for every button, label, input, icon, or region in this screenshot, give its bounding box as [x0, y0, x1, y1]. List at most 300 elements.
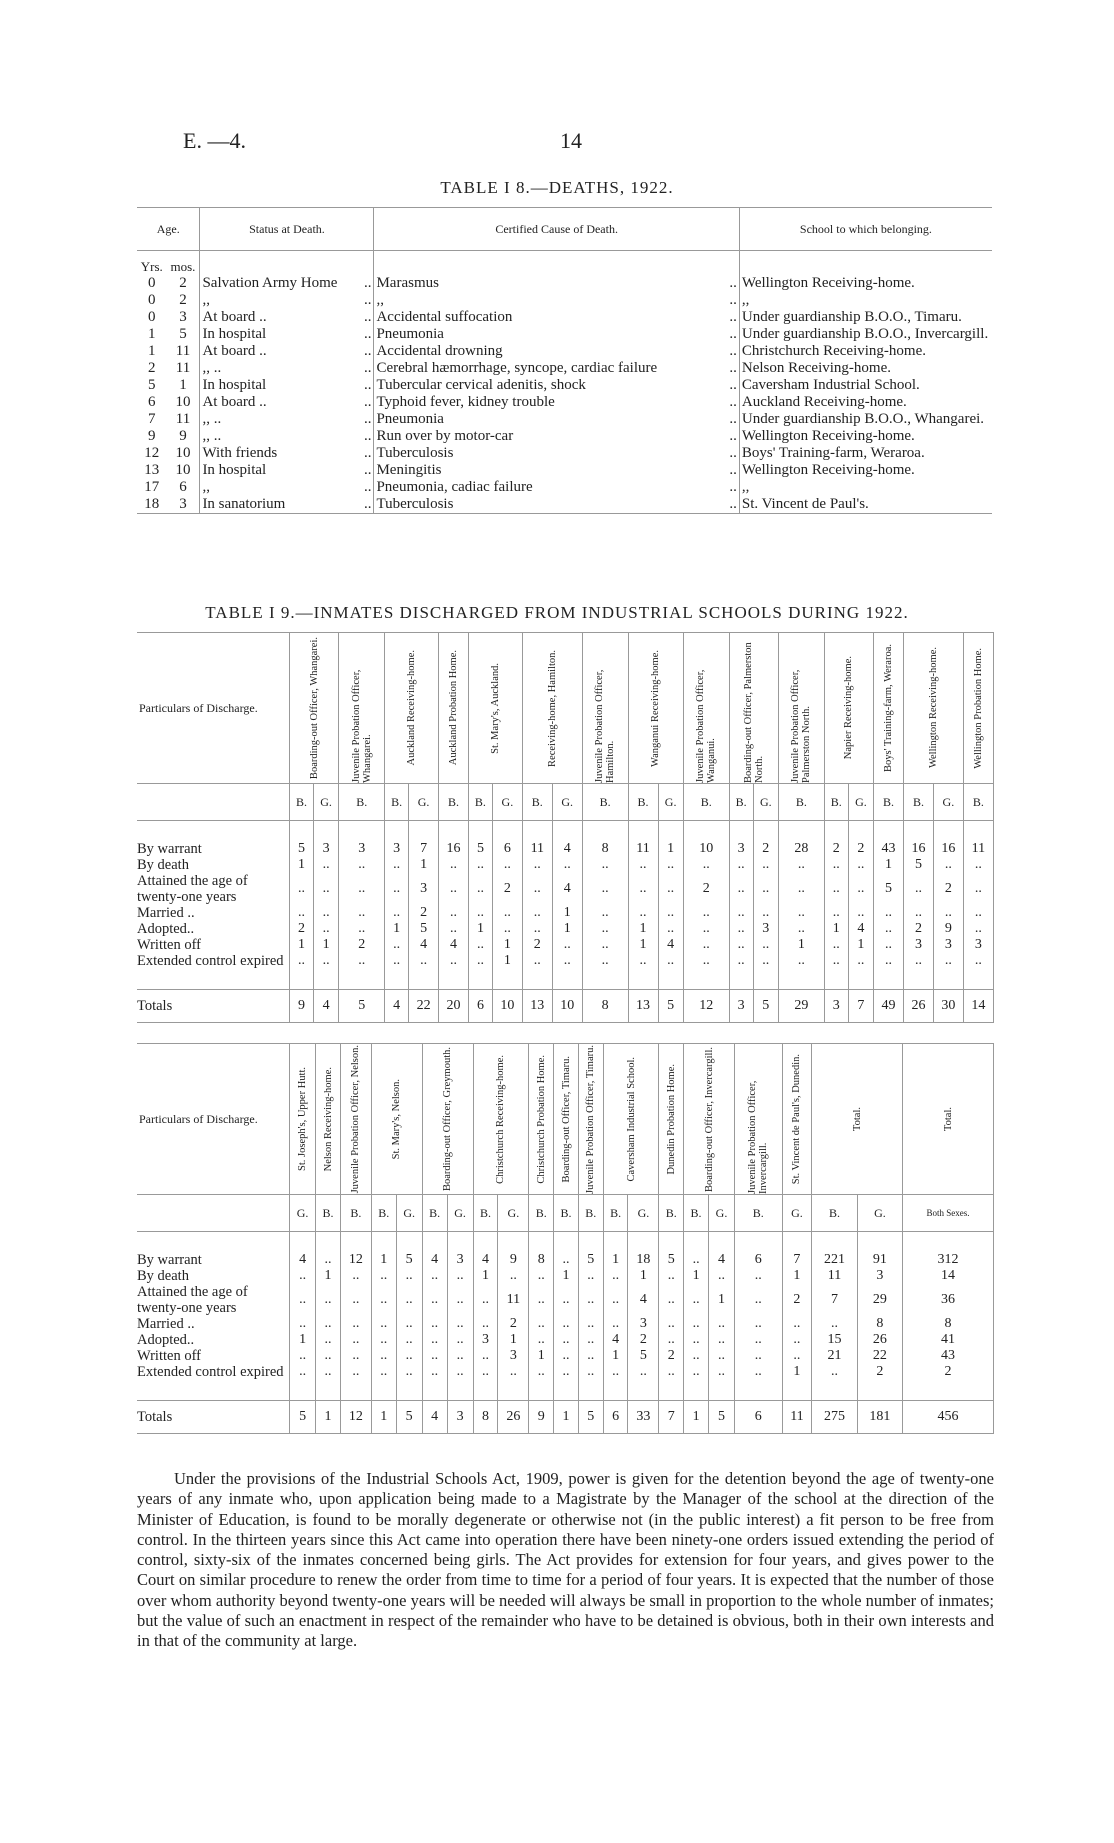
- count-cell: 5: [409, 921, 439, 937]
- count-cell: ..: [628, 905, 658, 921]
- count-cell: ..: [684, 1316, 709, 1332]
- count-cell: ..: [628, 953, 658, 969]
- total-cell: 5: [753, 990, 778, 1023]
- discharge-row: [137, 1268, 994, 1284]
- count-cell: ..: [708, 1348, 734, 1364]
- count-cell: ..: [708, 1268, 734, 1284]
- count-cell: ..: [658, 921, 683, 937]
- institution-header: [812, 1044, 903, 1195]
- row-label: Extended control expired: [137, 1364, 290, 1380]
- count-cell: ..: [874, 953, 904, 969]
- institution-header: [874, 633, 904, 784]
- status-cell: At board ..: [202, 394, 267, 410]
- sex-label: G.: [848, 784, 873, 821]
- count-cell: 1: [554, 1268, 579, 1284]
- count-cell: ..: [290, 1364, 316, 1380]
- count-cell: ..: [316, 1332, 341, 1348]
- count-cell: ..: [735, 1316, 782, 1332]
- dots: ..: [345, 275, 374, 292]
- dots: ..: [711, 496, 740, 514]
- count-cell: ..: [529, 1268, 554, 1284]
- total-cell: 10: [492, 990, 522, 1023]
- count-cell: 1: [684, 1268, 709, 1284]
- sex-label: G.: [933, 784, 963, 821]
- institution-name: Juvenile Probation Officer, Hamilton.: [594, 669, 617, 783]
- dots: ..: [711, 326, 740, 343]
- count-cell: ..: [582, 857, 628, 873]
- discharges-table-part2: [137, 1043, 994, 1434]
- institution-name: St. Joseph's, Upper Hutt.: [297, 1067, 309, 1171]
- count-cell: ..: [422, 1268, 447, 1284]
- dots: ..: [345, 479, 374, 496]
- school-cell: ,,: [741, 479, 750, 495]
- count-cell: 1: [708, 1284, 734, 1316]
- count-cell: ..: [447, 1332, 473, 1348]
- count-cell: 3: [753, 921, 778, 937]
- count-cell: ..: [735, 1364, 782, 1380]
- count-cell: 1: [290, 1332, 316, 1348]
- institution-name: Christchurch Receiving-home.: [495, 1054, 507, 1184]
- count-cell: 3: [933, 937, 963, 953]
- count-cell: 4: [848, 921, 873, 937]
- count-cell: ..: [396, 1348, 422, 1364]
- count-cell: ..: [340, 1268, 371, 1284]
- count-cell: ..: [735, 1348, 782, 1364]
- school-cell: Boys' Training-farm, Weraroa.: [741, 445, 925, 461]
- total-cell: 11: [782, 1401, 812, 1434]
- cause-cell: Accidental suffocation: [376, 309, 513, 325]
- count-cell: ..: [498, 1364, 529, 1380]
- dots: ..: [711, 292, 740, 309]
- sex-label: G.: [782, 1195, 812, 1232]
- count-cell: ..: [729, 937, 753, 953]
- dots: ..: [345, 377, 374, 394]
- count-cell: 9: [498, 1252, 529, 1268]
- age-months: 10: [167, 462, 200, 479]
- count-cell: ..: [903, 873, 933, 905]
- count-cell: ..: [753, 937, 778, 953]
- age-months: 2: [167, 275, 200, 292]
- discharge-row: [137, 873, 994, 905]
- total-cell: 3: [447, 1401, 473, 1434]
- age-years: 0: [148, 292, 156, 308]
- dots: ..: [711, 411, 740, 428]
- count-cell: 1: [409, 857, 439, 873]
- count-cell: ..: [371, 1332, 396, 1348]
- sex-label: B.: [628, 784, 658, 821]
- count-cell: ..: [578, 1268, 603, 1284]
- dots: ..: [711, 360, 740, 377]
- sex-label: G.: [290, 1195, 316, 1232]
- school-cell: St. Vincent de Paul's.: [739, 496, 992, 514]
- count-cell: ..: [498, 1268, 529, 1284]
- count-cell: ..: [659, 1316, 684, 1332]
- particulars-header: Particulars of Discharge.: [137, 1044, 290, 1195]
- count-cell: ..: [753, 857, 778, 873]
- school-cell: Caversham Industrial School.: [741, 377, 920, 393]
- count-cell: ..: [778, 857, 824, 873]
- count-cell: 3: [628, 1316, 659, 1332]
- count-cell: 8: [582, 841, 628, 857]
- total-cell: 1: [554, 1401, 579, 1434]
- sex-label: B.: [422, 1195, 447, 1232]
- total-cell: 13: [522, 990, 552, 1023]
- total-cell: 456: [903, 1401, 994, 1434]
- dots: ..: [711, 343, 740, 360]
- cause-cell: Tubercular cervical adenitis, shock: [376, 377, 586, 393]
- count-cell: 1: [492, 937, 522, 953]
- count-cell: 1: [603, 1348, 628, 1364]
- count-cell: ..: [582, 937, 628, 953]
- totals-label: Totals: [137, 990, 290, 1023]
- age-years: 18: [137, 496, 167, 514]
- sex-label: B.: [385, 784, 409, 821]
- count-cell: 8: [529, 1252, 554, 1268]
- count-cell: ..: [554, 1364, 579, 1380]
- count-cell: ..: [439, 905, 469, 921]
- age-years: 1: [148, 343, 156, 359]
- count-cell: ..: [578, 1284, 603, 1316]
- school-cell: Auckland Receiving-home.: [741, 394, 907, 410]
- dots: ..: [711, 445, 740, 462]
- count-cell: 16: [903, 841, 933, 857]
- count-cell: 6: [735, 1252, 782, 1268]
- count-cell: ..: [554, 1284, 579, 1316]
- count-cell: 2: [498, 1316, 529, 1332]
- count-cell: ..: [658, 905, 683, 921]
- row-label: Written off: [137, 1348, 290, 1364]
- count-cell: ..: [903, 905, 933, 921]
- total-cell: 5: [578, 1401, 603, 1434]
- total-cell: 4: [385, 990, 409, 1023]
- count-cell: ..: [683, 937, 729, 953]
- count-cell: 5: [396, 1252, 422, 1268]
- institution-name: Boarding-out Officer, Palmerston North.: [742, 642, 765, 783]
- institution-header: [385, 633, 439, 784]
- count-cell: ..: [684, 1284, 709, 1316]
- sex-label: B.: [339, 784, 385, 821]
- count-cell: 1: [778, 937, 824, 953]
- status-cell: In hospital: [202, 326, 267, 342]
- institution-header: [684, 1044, 735, 1195]
- total-cell: 1: [684, 1401, 709, 1434]
- row-label: By warrant: [137, 841, 290, 857]
- total-cell: 13: [628, 990, 658, 1023]
- sex-label: B.: [874, 784, 904, 821]
- total-cell: 3: [729, 990, 753, 1023]
- cause-cell: Tuberculosis: [374, 496, 711, 514]
- total-cell: 30: [933, 990, 963, 1023]
- row-label: Adopted..: [137, 921, 290, 937]
- count-cell: ..: [396, 1284, 422, 1316]
- count-cell: ..: [339, 905, 385, 921]
- age-months: 11: [167, 411, 200, 428]
- count-cell: ..: [371, 1316, 396, 1332]
- age-years: 1: [148, 326, 156, 342]
- discharge-row: [137, 921, 994, 937]
- count-cell: 7: [409, 841, 439, 857]
- institution-name: Nelson Receiving-home.: [322, 1066, 334, 1172]
- status-cell: In hospital: [202, 377, 267, 393]
- count-cell: ..: [683, 953, 729, 969]
- count-cell: 3: [473, 1332, 498, 1348]
- count-cell: ..: [409, 953, 439, 969]
- institution-name: Wellington Probation Home.: [972, 647, 984, 769]
- count-cell: ..: [628, 873, 658, 905]
- count-cell: 1: [552, 905, 582, 921]
- institution-name: Boarding-out Officer, Timaru.: [560, 1055, 572, 1183]
- count-cell: ..: [778, 953, 824, 969]
- age-months: 10: [167, 394, 200, 411]
- count-cell: 312: [903, 1252, 994, 1268]
- count-cell: 43: [874, 841, 904, 857]
- institution-header: [778, 633, 824, 784]
- count-cell: 1: [603, 1252, 628, 1268]
- count-cell: ..: [313, 873, 338, 905]
- dots: ..: [711, 462, 740, 479]
- count-cell: ..: [313, 953, 338, 969]
- count-cell: ..: [684, 1252, 709, 1268]
- count-cell: 11: [812, 1268, 857, 1284]
- death-row: [137, 309, 992, 326]
- count-cell: ..: [963, 953, 993, 969]
- school-cell: Under guardianship B.O.O., Whangarei.: [741, 411, 985, 427]
- count-cell: 5: [903, 857, 933, 873]
- count-cell: 4: [473, 1252, 498, 1268]
- count-cell: ..: [371, 1364, 396, 1380]
- institution-header: [824, 633, 873, 784]
- count-cell: 4: [439, 937, 469, 953]
- status-cell: ,, ..: [202, 428, 222, 444]
- age-months: 2: [167, 292, 200, 309]
- count-cell: ..: [290, 873, 314, 905]
- count-cell: ..: [396, 1268, 422, 1284]
- total-cell: 5: [290, 1401, 316, 1434]
- count-cell: 1: [385, 921, 409, 937]
- total-cell: 9: [529, 1401, 554, 1434]
- count-cell: 43: [903, 1348, 994, 1364]
- count-cell: ..: [522, 905, 552, 921]
- count-cell: ..: [735, 1268, 782, 1284]
- institution-header: [903, 1044, 994, 1195]
- count-cell: ..: [578, 1332, 603, 1348]
- sex-label: B.: [371, 1195, 396, 1232]
- count-cell: ..: [684, 1332, 709, 1348]
- count-cell: ..: [447, 1316, 473, 1332]
- count-cell: 1: [628, 1268, 659, 1284]
- total-cell: 6: [735, 1401, 782, 1434]
- institution-name: Boys' Training-farm, Weraroa.: [883, 644, 895, 772]
- count-cell: ..: [290, 1284, 316, 1316]
- count-cell: ..: [385, 953, 409, 969]
- count-cell: 2: [409, 905, 439, 921]
- count-cell: 1: [316, 1268, 341, 1284]
- count-cell: ..: [659, 1364, 684, 1380]
- death-row: [137, 496, 992, 514]
- total-cell: 6: [468, 990, 492, 1023]
- sex-label: B.: [529, 1195, 554, 1232]
- sex-label: B.: [778, 784, 824, 821]
- age-years: 0: [148, 309, 156, 325]
- institution-header: [290, 633, 339, 784]
- age-years: 13: [144, 462, 160, 478]
- sex-label: G.: [552, 784, 582, 821]
- count-cell: ..: [874, 921, 904, 937]
- table18-title: TABLE I 8.—DEATHS, 1922.: [440, 178, 674, 197]
- institution-header: [963, 633, 993, 784]
- count-cell: ..: [753, 873, 778, 905]
- count-cell: ..: [782, 1348, 812, 1364]
- sex-label: B.: [340, 1195, 371, 1232]
- sex-label: B.: [554, 1195, 579, 1232]
- sex-label: B.: [316, 1195, 341, 1232]
- count-cell: ..: [339, 873, 385, 905]
- count-cell: 9: [933, 921, 963, 937]
- count-cell: ..: [708, 1332, 734, 1348]
- sex-label: B.: [578, 1195, 603, 1232]
- table19-title: TABLE I 9.—INMATES DISCHARGED FROM INDUSTRIAL SCHOOLS DURING 1922.: [205, 603, 909, 622]
- dots: ..: [711, 309, 740, 326]
- row-label: Written off: [137, 937, 290, 953]
- total-cell: 33: [628, 1401, 659, 1434]
- total-cell: 10: [552, 990, 582, 1023]
- sex-label: B.: [684, 1195, 709, 1232]
- count-cell: ..: [603, 1316, 628, 1332]
- count-cell: 2: [753, 841, 778, 857]
- age-years: 12: [144, 445, 160, 461]
- row-label: Adopted..: [137, 1332, 290, 1348]
- institution-name: Juvenile Probation Officer, Nelson.: [350, 1044, 362, 1194]
- status-cell: With friends: [202, 445, 278, 461]
- institution-name: Total.: [942, 1106, 954, 1132]
- school-cell: Under guardianship B.O.O., Timaru.: [741, 309, 962, 325]
- count-cell: 2: [848, 841, 873, 857]
- cause-cell: Pneumonia, cadiac failure: [376, 479, 533, 495]
- count-cell: ..: [468, 905, 492, 921]
- count-cell: ..: [603, 1284, 628, 1316]
- count-cell: ..: [658, 857, 683, 873]
- sex-label: B.: [903, 784, 933, 821]
- count-cell: 5: [578, 1252, 603, 1268]
- count-cell: 11: [522, 841, 552, 857]
- count-cell: ..: [582, 873, 628, 905]
- count-cell: ..: [729, 905, 753, 921]
- count-cell: ..: [313, 921, 338, 937]
- count-cell: 11: [963, 841, 993, 857]
- count-cell: ..: [422, 1284, 447, 1316]
- institution-name: Juvenile Probation Officer, Whangarei.: [350, 669, 373, 783]
- total-cell: 181: [857, 1401, 902, 1434]
- count-cell: ..: [683, 857, 729, 873]
- institution-name: Napier Receiving-home.: [843, 656, 855, 760]
- count-cell: ..: [582, 921, 628, 937]
- count-cell: ..: [340, 1332, 371, 1348]
- count-cell: 22: [857, 1348, 902, 1364]
- count-cell: 4: [290, 1252, 316, 1268]
- count-cell: 5: [874, 873, 904, 905]
- death-row: [137, 275, 992, 292]
- count-cell: ..: [422, 1364, 447, 1380]
- count-cell: ..: [824, 873, 848, 905]
- age-months: 11: [167, 360, 200, 377]
- sex-label: B.: [582, 784, 628, 821]
- cause-cell: Meningitis: [376, 462, 442, 478]
- count-cell: ..: [447, 1268, 473, 1284]
- institution-name: Juvenile Probation Officer, Palmerston North.: [790, 669, 813, 783]
- count-cell: 3: [447, 1252, 473, 1268]
- discharge-row: [137, 937, 994, 953]
- dots: ..: [711, 428, 740, 445]
- count-cell: ..: [385, 873, 409, 905]
- sex-label: G.: [628, 1195, 659, 1232]
- sex-label: B.: [522, 784, 552, 821]
- cause-cell: Pneumonia: [376, 326, 444, 342]
- death-row: [137, 377, 992, 394]
- count-cell: 2: [290, 921, 314, 937]
- count-cell: 2: [824, 841, 848, 857]
- count-cell: 2: [628, 1332, 659, 1348]
- count-cell: ..: [371, 1348, 396, 1364]
- count-cell: 16: [933, 841, 963, 857]
- count-cell: 1: [529, 1348, 554, 1364]
- count-cell: ..: [447, 1364, 473, 1380]
- sex-label: B.: [812, 1195, 857, 1232]
- sex-label: G.: [396, 1195, 422, 1232]
- count-cell: ..: [683, 921, 729, 937]
- age-years: 2: [148, 360, 156, 376]
- institution-name: Receiving-home, Hamilton.: [546, 649, 558, 767]
- count-cell: ..: [473, 1348, 498, 1364]
- count-cell: 3: [963, 937, 993, 953]
- discharge-row: [137, 1284, 994, 1316]
- count-cell: ..: [439, 857, 469, 873]
- count-cell: ..: [552, 937, 582, 953]
- count-cell: ..: [522, 953, 552, 969]
- count-cell: 29: [857, 1284, 902, 1316]
- totals-row: [137, 1401, 994, 1434]
- age-years: 17: [144, 479, 160, 495]
- institution-name: Juvenile Probation Officer, Invercargill.: [747, 1080, 770, 1194]
- count-cell: 5: [468, 841, 492, 857]
- count-cell: ..: [824, 953, 848, 969]
- count-cell: 11: [628, 841, 658, 857]
- count-cell: 3: [903, 937, 933, 953]
- sex-label: B.: [963, 784, 993, 821]
- count-cell: 3: [313, 841, 338, 857]
- provisions-paragraph: Under the provisions of the Industrial Schools Act, 1909, power is given for the detention beyond the age of twenty-one years of any inmate who, upon application being made to a Magistrate by the Manager of the school at the direction of the Minister of Education, is found to be morally degenerate or otherwise not (in the public interest) a fit person to be free from control. In the thirteen years since this Act came into operation there have been ninety-one orders issued extending the period of control, sixty-six of the inmates concerned being girls. The Act provides for extension for four years, and gives power to the Court on similar procedure to renew the order from time to time for a period of four years. It is expected that the number of those over whom authority beyond twenty-one years will be needed will always be small in proportion to the whole number of inmates; but the value of such an enactment in respect of the remainder who have to be detained is obvious, both in their own interests and in that of the community at large.: [137, 1469, 994, 1651]
- sex-label: B.: [735, 1195, 782, 1232]
- school-cell: ,,: [741, 292, 750, 308]
- count-cell: 1: [782, 1268, 812, 1284]
- count-cell: ..: [339, 857, 385, 873]
- count-cell: ..: [683, 905, 729, 921]
- institution-name: St. Vincent de Paul's, Dunedin.: [791, 1053, 803, 1185]
- age-months: 11: [167, 343, 200, 360]
- count-cell: 5: [628, 1348, 659, 1364]
- institution-header: [522, 633, 582, 784]
- dots: ..: [711, 479, 740, 496]
- count-cell: ..: [316, 1364, 341, 1380]
- row-label: By death: [137, 1268, 290, 1284]
- count-cell: ..: [778, 873, 824, 905]
- count-cell: 221: [812, 1252, 857, 1268]
- count-cell: 28: [778, 841, 824, 857]
- count-cell: ..: [963, 873, 993, 905]
- count-cell: 1: [848, 937, 873, 953]
- institution-name: Dunedin Probation Home.: [665, 1063, 677, 1175]
- count-cell: ..: [439, 953, 469, 969]
- count-cell: ..: [578, 1348, 603, 1364]
